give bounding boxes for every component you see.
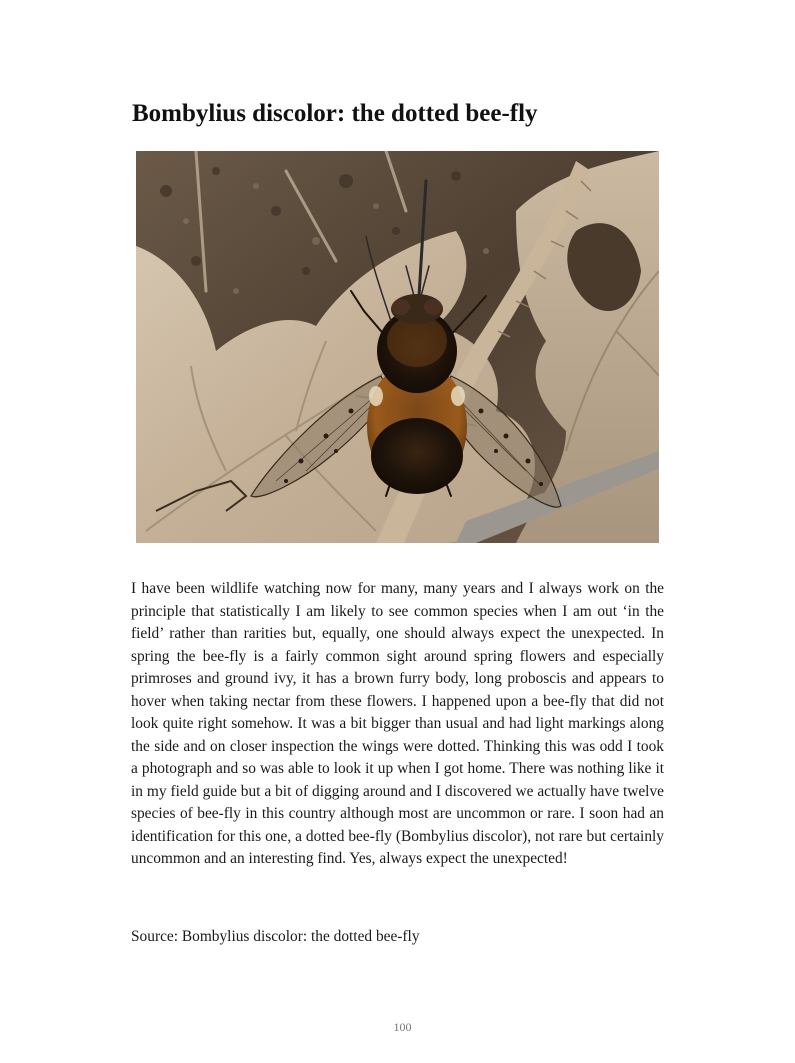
source-line: Source: Bombylius discolor: the dotted bee-fly xyxy=(131,928,420,945)
body-paragraph: I have been wildlife watching now for many, many years and I always work on the principle that statistically I am likely to see common species when I am out ‘in the field’ rather than rarities but, equally, one should always expect the unexpected. In spring the bee-fly is a fairly common sight around spring flowers and especially primroses and ground ivy, it has a brown furry body, long proboscis and appears to hover when taking nectar from these flowers. I happened upon a bee-fly that did not look quite right somehow. It was a bit bigger than usual and had light markings along the side and on closer inspection the wings were dotted. Thinking this was odd I took a photograph and so was able to look it up when I got home. There was nothing like it in my field guide but a bit of digging around and I discovered we actually have twelve species of bee-fly in this country although most are uncommon or rare. I soon had an identification for this one, a dotted bee-fly (Bombylius discolor), not rare but certainly uncommon and an interesting find. Yes, always expect the unexpected! xyxy=(131,580,664,867)
bee-fly-photo xyxy=(136,151,659,543)
page-number: 100 xyxy=(393,1020,412,1034)
bee-fly-illustration xyxy=(136,151,659,543)
page-title: Bombylius discolor: the dotted bee-fly xyxy=(132,100,538,127)
